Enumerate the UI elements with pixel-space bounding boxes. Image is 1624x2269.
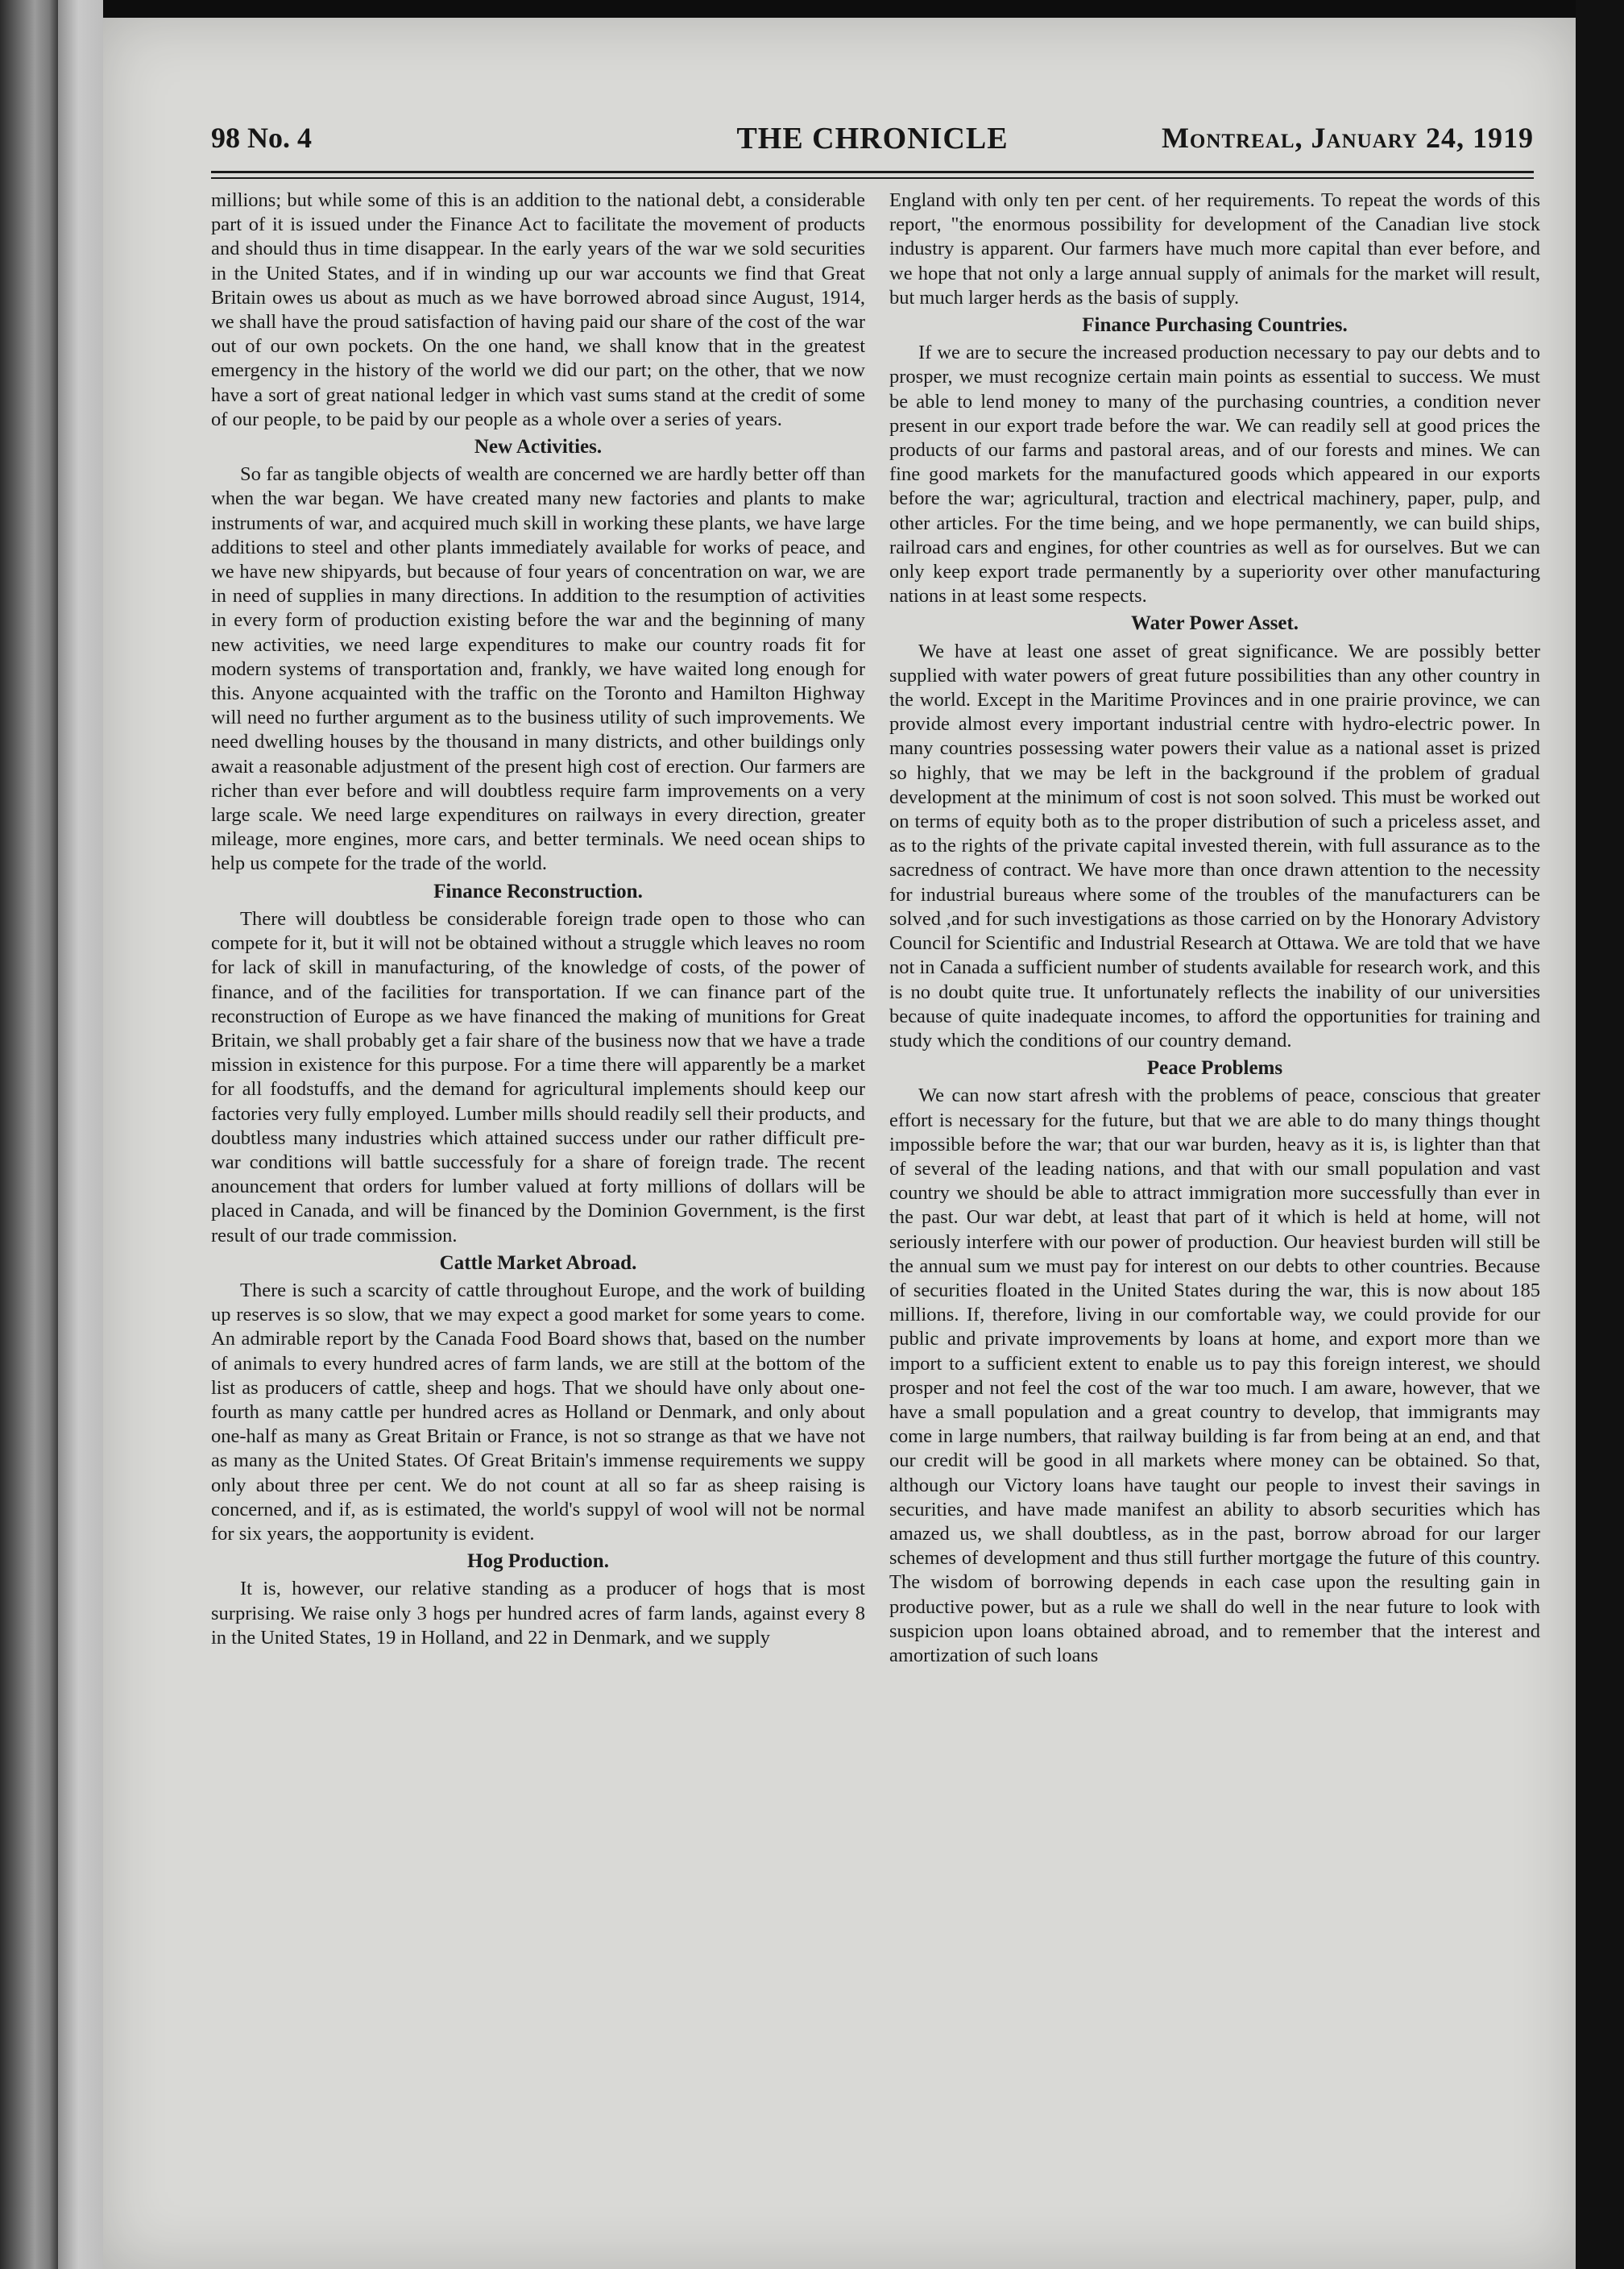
paragraph: We have at least one asset of great significance. We are possibly better supplied with water powers of great future possibilities than any other country in the world. Except in the Maritime Provinces and in one prairie province, we can provide almost every important industrial centre with hydro-electric power. In many countries possessing water powers their value as a national asset is prized so highly, that we may be left in the background if the problem of gradual development at the minimum of cost is not soon solved. This must be worked out on terms of equity both as to the proper distribution of such a priceless asset, and as to the rights of the private capital invested therein, with full assurance as to the sacredness of contract. We have more than once drawn attention to the necessity for industrial bureaus where some of the troubles of the manufacturers can be solved ,and for such investigations as those carried on by the Honorary Advistory Council for Scientific and Industrial Research at Ottawa. We are told that we have not in Canada a sufficient number of students available for research work, and this is no doubt quite true. It unfortunately reflects the inability of our universities because of quite inadequate incomes, to afford the opportunities for training and study which the conditions of our country demand.	[889, 640, 1540, 1052]
paragraph: There will doubtless be considerable foreign trade open to those who can compete for it, but it will not be obtained without a struggle which leaves no room for lack of skill in manufacturing, of the knowledge of costs, of the power of finance, and of the facilities for transportation. If we can finance part of the reconstruction of Europe as we have financed the making of munitions for Great Britain, we shall probably get a fair share of the business now that we have a trade mission in existence for this purpose. For a time there will apparently be a market for all foodstuffs, and the demand for agricultural implements should keep our factories very fully employed. Lumber mills should readily sell their products, and doubtless many industries which attained success under our rather difficult pre-war conditions will battle successfuly for a share of foreign trade. The recent anouncement that orders for lumber valued at forty millions of dollars will be placed in Canada, and will be financed by the Dominion Government, is the first result of our trade commission.	[211, 907, 865, 1246]
section-heading: New Activities.	[474, 436, 603, 458]
section-heading: Peace Problems	[1146, 1057, 1283, 1080]
continued-paragraph: millions; but while some of this is an addition to the national debt, a considerable part of it is issued under the Finance Act to facilitate the movement of products and should thus in time disappear. In the early years of the war we sold securities in the United States, and if in winding up our war accounts we find that Great Britain owes us about as much as we have borrowed abroad since August, 1914, we shall have the proud satisfaction of having paid our share of the cost of the war out of our own pockets. On the one hand, we shall know that in the greatest emergency in the history of the world we did our part; on the other, that we now have a sort of great national ledger in which vast sums stand at the credit of some of our people, to be paid by our people as a whole over a series of years.	[211, 189, 865, 430]
scan-border	[1576, 0, 1624, 2269]
section-heading: Water Power Asset.	[1130, 612, 1299, 635]
continued-paragraph: England with only ten per cent. of her requirements. To repeat the words of this report, "the enormous possibility for development of the Canadian live stock industry is apparent. Our farmers have much more capital than ever before, and we hope that not only a large annual supply of animals for the market will result, but much larger herds as the basis of supply.	[889, 189, 1540, 309]
paragraph: It is, however, our relative standing as a producer of hogs that is most surprising. We raise only 3 hogs per hundred acres of farm lands, against every 8 in the United States, 19 in Holland, and 22 in Denmark, and we supply	[211, 1578, 865, 1649]
page-gutter	[58, 0, 103, 2269]
section-heading: Hog Production.	[467, 1550, 609, 1573]
header-rule-thin	[211, 177, 1534, 179]
page-header	[211, 121, 1534, 166]
left-column	[211, 189, 865, 1652]
paragraph: If we are to secure the increased production necessary to pay our debts and to prosper, we must recognize certain main points as essential to success. We must be able to lend money to many of the purchasing countries, a condition never present in our export trade before the war. We can readily sell at good prices the products of our farms and pastoral areas, and of our forests and mines. We can fine good markets for the manufactured goods which appeared in our exports before the war; agricultural, traction and electrical machinery, paper, pulp, and other articles. For the time being, and we hope permanently, we can build ships, railroad cars and engines, for other countries as well as for ourselves. But we can only keep export trade permanently by a superiority over other manufacturing nations in at least some respects.	[889, 342, 1540, 608]
header-rule	[211, 171, 1534, 173]
paragraph: So far as tangible objects of wealth are concerned we are hardly better off than when the war began. We have created many new factories and plants to make instruments of war, and acquired much skill in working these plants, we have large additions to steel and other plants immediately available for works of peace, and we have new shipyards, but because of four years of concentration on war, we are in need of supplies in many directions. In addition to the resumption of activities in every form of production existing before the war and the beginning of many new activities, we need large expenditures to make our country roads fit for modern systems of transportation and, frankly, we have waited long enough for this. Anyone acquainted with the traffic on the Toronto and Hamilton Highway will need no further argument as to the business utility of such improvements. We need dwelling houses by the thousand in many districts, and other buildings only await a reasonable adjustment of the present high cost of erection. Our farmers are richer than ever before and will doubtless require farm improvements on a very large scale. We need large expenditures on railways in every direction, greater mileage, more engines, more cars, and better terminals. We need ocean ships to help us compete for the trade of the world.	[211, 463, 865, 875]
page-number: 98 No. 4	[211, 122, 312, 154]
paragraph: We can now start afresh with the problems of peace, conscious that greater effort is necessary for the future, but that we are able to do many things thought impossible before the war; that our war burden, heavy as it is, is lighter than that of several of the leading nations, and that with our small population and vast country we should be able to attract immigration more successfully than ever in the past. Our war debt, at least that part of it which is held at home, will not seriously interfere with our power of production. Our heaviest burden will still be the annual sum we must pay for interest on our debts to other countries. Because of securities floated in the United States during the war, this is now about 185 millions. If, therefore, living in our comfortable way, we could provide for our public and private improvements by loans at home, and export more than we import to a sufficient extent to enable us to pay this foreign interest, we should prosper and not feel the cost of the war too much. I am aware, however, that we have a small population and a great country to develop, that immigrants may come in large numbers, that railway building is far from being at an end, and that our credit will be good in all markets where money can be obtained. So that, although our Victory loans have taught our people to invest their savings in securities, and have made manifest an ability to absorb securities which has amazed us, we shall doubtless, as in the past, borrow abroad for our larger schemes of development and thus still further mortgage the future of this country. The wisdom of borrowing depends in each case upon the resulting gain in productive power, but as a rule we shall do well in the near future to look with suspicion upon loans obtained abroad, and to remember that the interest and amortization of such loans	[889, 1085, 1540, 1666]
book-binding	[0, 0, 58, 2269]
section-heading: Cattle Market Abroad.	[439, 1251, 637, 1274]
section-heading: Finance Reconstruction.	[433, 880, 643, 902]
paragraph: There is such a scarcity of cattle throughout Europe, and the work of building up reserves is so slow, that we may expect a good market for some years to come. An admirable report by the Canada Food Board shows that, based on the number of animals to every hundred acres of farm lands, we are still at the bottom of the list as producers of cattle, sheep and hogs. That we should have only about one-fourth as many cattle per hundred acres as Holland or Denmark, and only about one-half as many as Great Britain or France, is not so strange as that we have not as many as the United States. Of Great Britain's immense requirements we suppy only about three per cent. We do not count at all so far as sheep raising is concerned, and if, as is estimated, the world's suppyl of wool will not be normal for six years, the aopportunity is evident.	[211, 1279, 865, 1545]
section-heading: Finance Purchasing Countries.	[1082, 314, 1348, 337]
right-column	[889, 189, 1540, 1670]
dateline: Montreal, January 24, 1919	[1161, 122, 1534, 154]
publication-title: THE CHRONICLE	[736, 122, 1009, 156]
